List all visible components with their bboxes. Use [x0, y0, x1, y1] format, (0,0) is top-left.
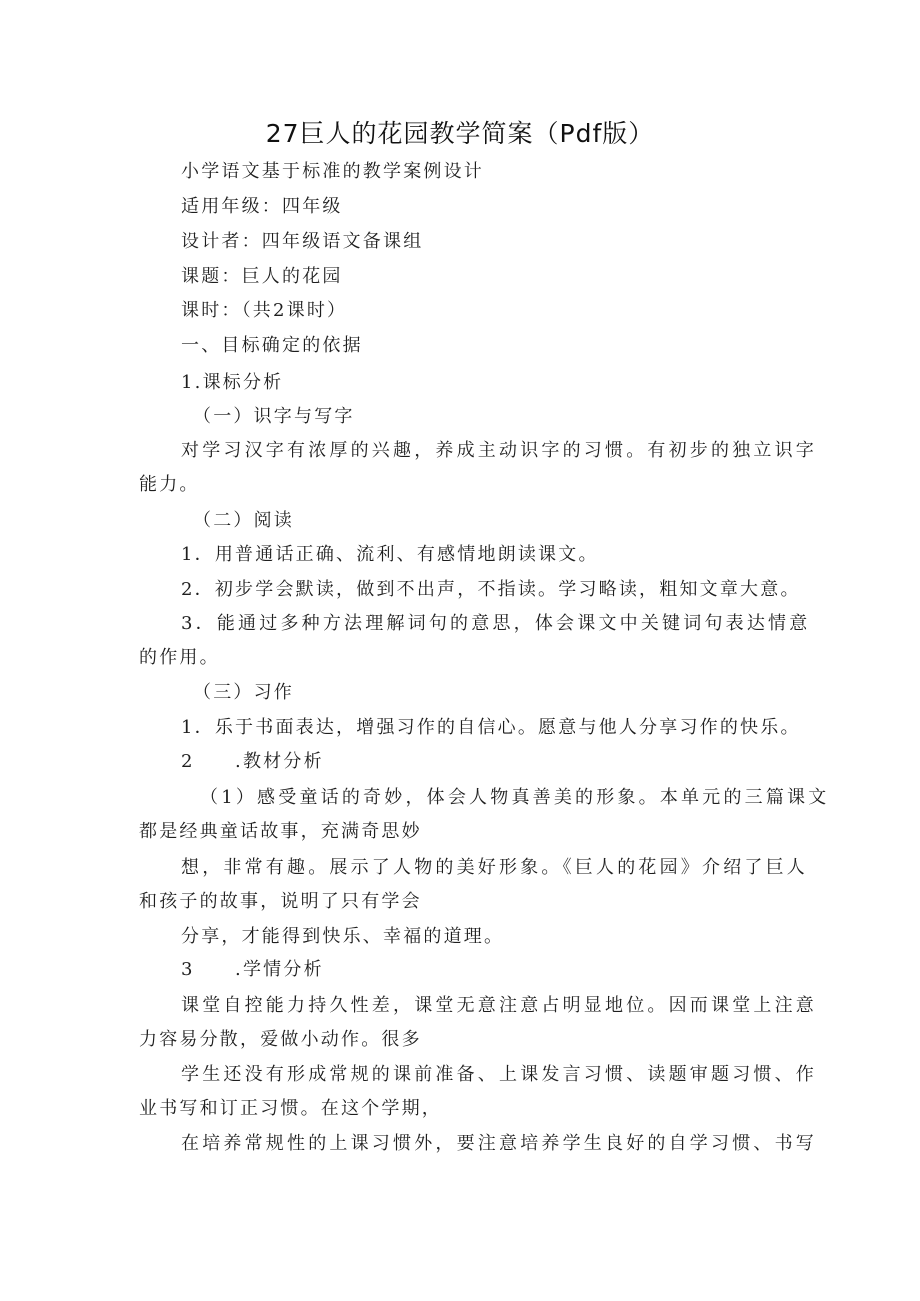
paragraph-line: （1）感受童话的奇妙，体会人物真善美的形象。本单元的三篇课文 — [200, 787, 830, 808]
sub-heading-reading: （二）阅读 — [193, 510, 294, 531]
paragraph-line: 在培养常规性的上课习惯外，要注意培养学生良好的自学习惯、书写 — [181, 1133, 817, 1154]
list-item: 3．能通过多种方法理解词句的意思，体会课文中关键词句表达情意 — [181, 613, 811, 634]
paragraph-line: 分享，才能得到快乐、幸福的道理。 — [181, 926, 505, 947]
designer-line: 设计者：四年级语文备课组 — [181, 231, 424, 252]
paragraph-line: 业书写和订正习惯。在这个学期， — [139, 1098, 442, 1119]
document-title: 27巨人的花园教学简案（Pdf版） — [265, 119, 655, 148]
list-item: 2．初步学会默读，做到不出声，不指读。学习略读，粗知文章大意。 — [181, 579, 801, 600]
list-item: 1．乐于书面表达，增强习作的自信心。愿意与他人分享习作的快乐。 — [181, 717, 801, 738]
subsection-heading: 3 .学情分析 — [181, 959, 324, 980]
grade-line: 适用年级：四年级 — [181, 196, 343, 217]
topic-line: 课题：巨人的花园 — [181, 266, 343, 287]
paragraph-line: 想，非常有趣。展示了人物的美好形象。《巨人的花园》介绍了巨人 — [181, 857, 808, 878]
paragraph-line: 学生还没有形成常规的课前准备、上课发言习惯、读题审题习惯、作 — [181, 1064, 817, 1085]
paragraph-line: 都是经典童话故事，充满奇思妙 — [139, 821, 422, 842]
subtitle-line: 小学语文基于标准的教学案例设计 — [181, 161, 484, 182]
period-line: 课时：（共2课时） — [181, 300, 348, 321]
paragraph-line: 课堂自控能力持久性差，课堂无意注意占明显地位。因而课堂上注意 — [181, 995, 817, 1016]
sub-heading-literacy: （一）识字与写字 — [193, 406, 355, 427]
subsection-heading: 1.课标分析 — [181, 372, 284, 393]
paragraph-line: 能力。 — [139, 474, 200, 495]
sub-heading-writing: （三）习作 — [193, 682, 294, 703]
paragraph-line: 对学习汉字有浓厚的兴趣，养成主动识字的习惯。有初步的独立识字 — [181, 440, 817, 461]
paragraph-line: 力容易分散，爱做小动作。很多 — [139, 1029, 422, 1050]
paragraph-line: 和孩子的故事，说明了只有学会 — [139, 891, 422, 912]
section-heading: 一、目标确定的依据 — [181, 335, 363, 356]
list-item: 1．用普通话正确、流利、有感情地朗读课文。 — [181, 544, 599, 565]
list-item-continuation: 的作用。 — [139, 647, 220, 668]
subsection-heading: 2 .教材分析 — [181, 751, 324, 772]
